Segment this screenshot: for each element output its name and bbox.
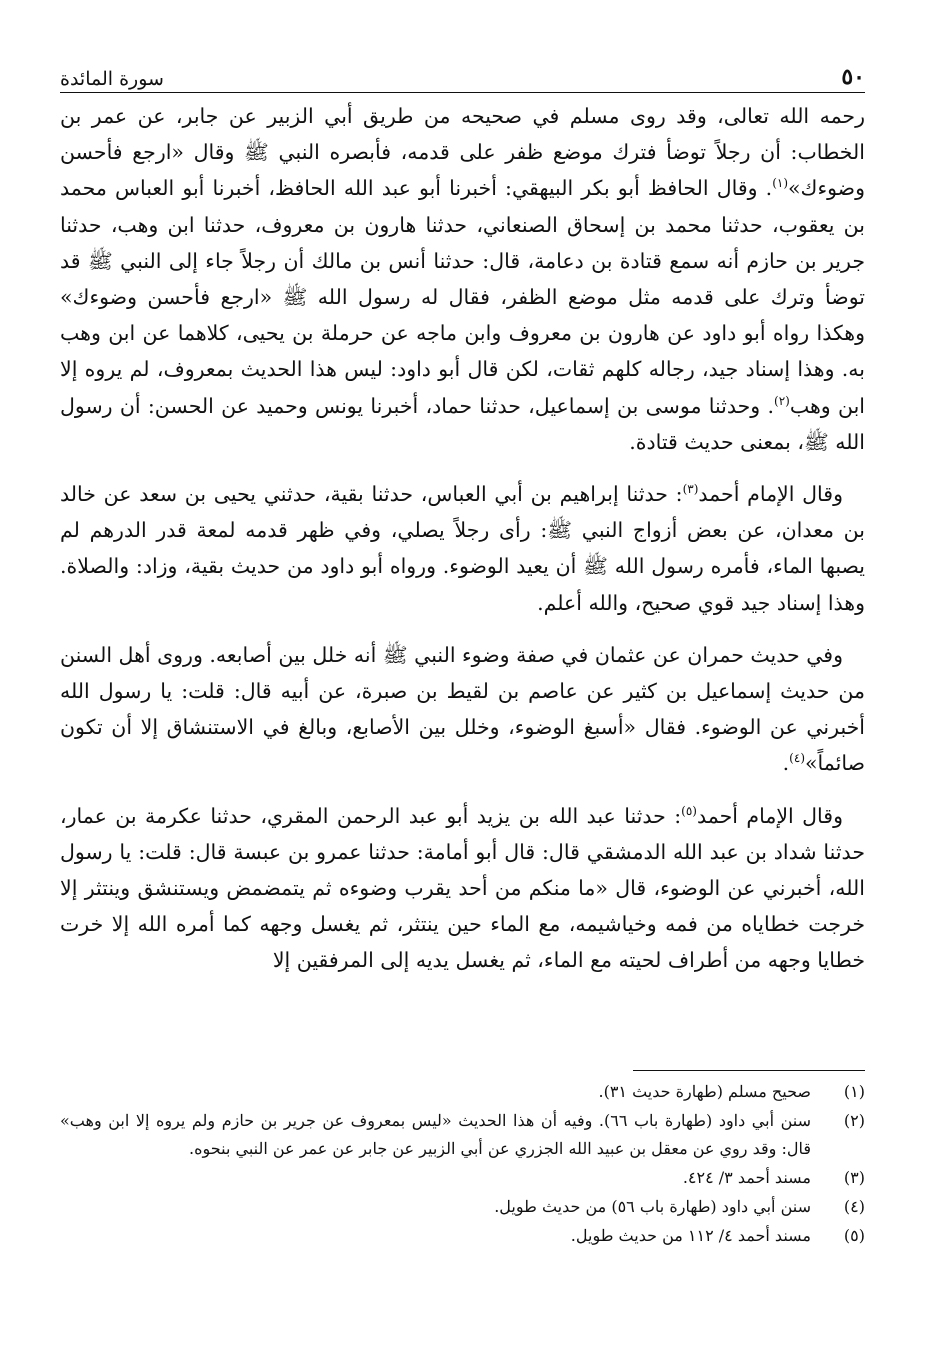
footnote-text: سنن أبي داود (طهارة باب ٥٦) من حديث طويل.	[494, 1197, 811, 1216]
paragraph-1: رحمه الله تعالى، وقد روى مسلم في صحيحه من طريق أبي الزبير عن جابر، عن عمر بن الخطاب: أن رجلاً توضأ فترك موضع ظفر على قدمه، فأبصره النبي ﷺ وقال «ارجع فأحسن وضوءك»$^{(١)}$. وقال الحافظ أبو بكر البيهقي: أخبرنا أبو عبد الله الحافظ، أخبرنا أبو العباس محمد بن يعقوب، حدثنا محمد بن إسحاق الصنعاني، حدثنا هارون بن معروف، حدثنا ابن وهب، حدثنا جرير بن حازم أنه سمع قتادة بن دعامة، قال: حدثنا أنس بن مالك أن رجلاً جاء إلى النبي ﷺ قد توضأ وترك على قدمه مثل موضع الظفر، فقال له رسول الله ﷺ «ارجع فأحسن وضوءك» وهكذا رواه أبو داود عن هارون بن معروف وابن ماجه عن حرملة بن يحيى، كلاهما عن ابن وهب به. وهذا إسناد جيد، رجاله كلهم ثقات، لكن قال أبو داود: ليس هذا الحديث بمعروف، لم يروه إلا ابن وهب$^{(٢)}$. وحدثنا موسى بن إسماعيل، حدثنا حماد، أخبرنا يونس وحميد عن الحسن: أن رسول الله ﷺ، بمعنى حديث قتادة.	[60, 104, 865, 454]
header-divider	[60, 92, 865, 93]
footnote-ref-1[interactable]: (١)	[772, 176, 789, 191]
footnote-ref-3[interactable]: (٣)	[682, 482, 699, 497]
footnote-text: صحيح مسلم (طهارة حديث ٣١).	[598, 1082, 811, 1101]
paragraph-3: وفي حديث حمران عن عثمان في صفة وضوء النبي ﷺ أنه خلل بين أصابعه. وروى أهل السنن من حديث إسماعيل بن كثير عن عاصم بن لقيط بن صبرة، عن أبيه قال: قلت: يا رسول الله أخبرني عن الوضوء. فقال «أسبغ الوضوء، وخلل بين الأصابع، وبالغ في الاستنشاق إلا أن تكون صائماً»$^{(٤)}$.	[60, 642, 865, 776]
paragraph-4: وقال الإمام أحمد$^{(٥)}$: حدثنا عبد الله بن يزيد أبو عبد الرحمن المقري، حدثنا عكرمة بن عمار، حدثنا شداد بن عبد الله الدمشقي قال: قال أبو أمامة: حدثنا عمرو بن عبسة قال: قلت: يا رسول الله، أخبرني عن الوضوء، قال «ما منكم من أحد يقرب وضوءه ثم يتمضمض ويستنشق وينتثر إلا خرجت خطاياه من فمه وخياشيمه، مع الماء حين ينتثر، ثم يغسل وجهه كما أمره الله إلا خرت خطايا وجهه من أطراف لحيته مع الماء، ثم يغسل يديه إلى المرفقين إلا	[60, 803, 865, 973]
footnote-number: (٣)	[843, 1168, 865, 1187]
footnote-number: (١)	[843, 1082, 865, 1101]
footnote-ref-2[interactable]: (٢)	[774, 393, 790, 408]
footnote-number: (٥)	[843, 1226, 865, 1245]
footnote-1	[60, 1078, 865, 1106]
running-title: سورة المائدة	[60, 68, 164, 90]
footnote-ref-5[interactable]: (٥)	[681, 803, 697, 818]
main-text	[60, 98, 865, 995]
footnote-text: مسند أحمد ٤/ ١١٢ من حديث طويل.	[570, 1226, 811, 1245]
footnote-number: (٤)	[843, 1197, 865, 1216]
footnote-number: (٢)	[843, 1111, 865, 1130]
footnotes	[60, 1078, 865, 1251]
footnote-divider	[633, 1070, 865, 1071]
page-number: ٥٠	[841, 64, 865, 90]
footnote-5	[60, 1222, 865, 1250]
footnote-4	[60, 1193, 865, 1221]
footnote-ref-4[interactable]: (٤)	[789, 751, 805, 766]
paragraph-2: وقال الإمام أحمد$^{(٣)}$: حدثنا إبراهيم بن أبي العباس، حدثنا بقية، حدثني يحيى بن سعد عن خالد بن معدان، عن بعض أزواج النبي ﷺ: رأى رجلاً يصلي، وفي ظهر قدمه لمعة قدر الدرهم لم يصبها الماء، فأمره رسول الله ﷺ أن يعيد الوضوء. ورواه أبو داود من حديث بقية، وزاد: والصلاة. وهذا إسناد جيد قوي صحيح، والله أعلم.	[60, 482, 865, 615]
footnote-2	[60, 1107, 865, 1163]
footnote-3	[60, 1164, 865, 1192]
page-header	[60, 56, 865, 90]
footnote-text: مسند أحمد ٣/ ٤٢٤.	[682, 1168, 811, 1187]
footnote-text: سنن أبي داود (طهارة باب ٦٦). وفيه أن هذا الحديث «ليس بمعروف عن جرير بن حازم ولم يروه إلا ابن وهب» قال: وقد روي عن معقل بن عبيد الله الجزري عن أبي الزبير عن جابر عن عمر عن النبي بنحوه.	[60, 1111, 811, 1158]
